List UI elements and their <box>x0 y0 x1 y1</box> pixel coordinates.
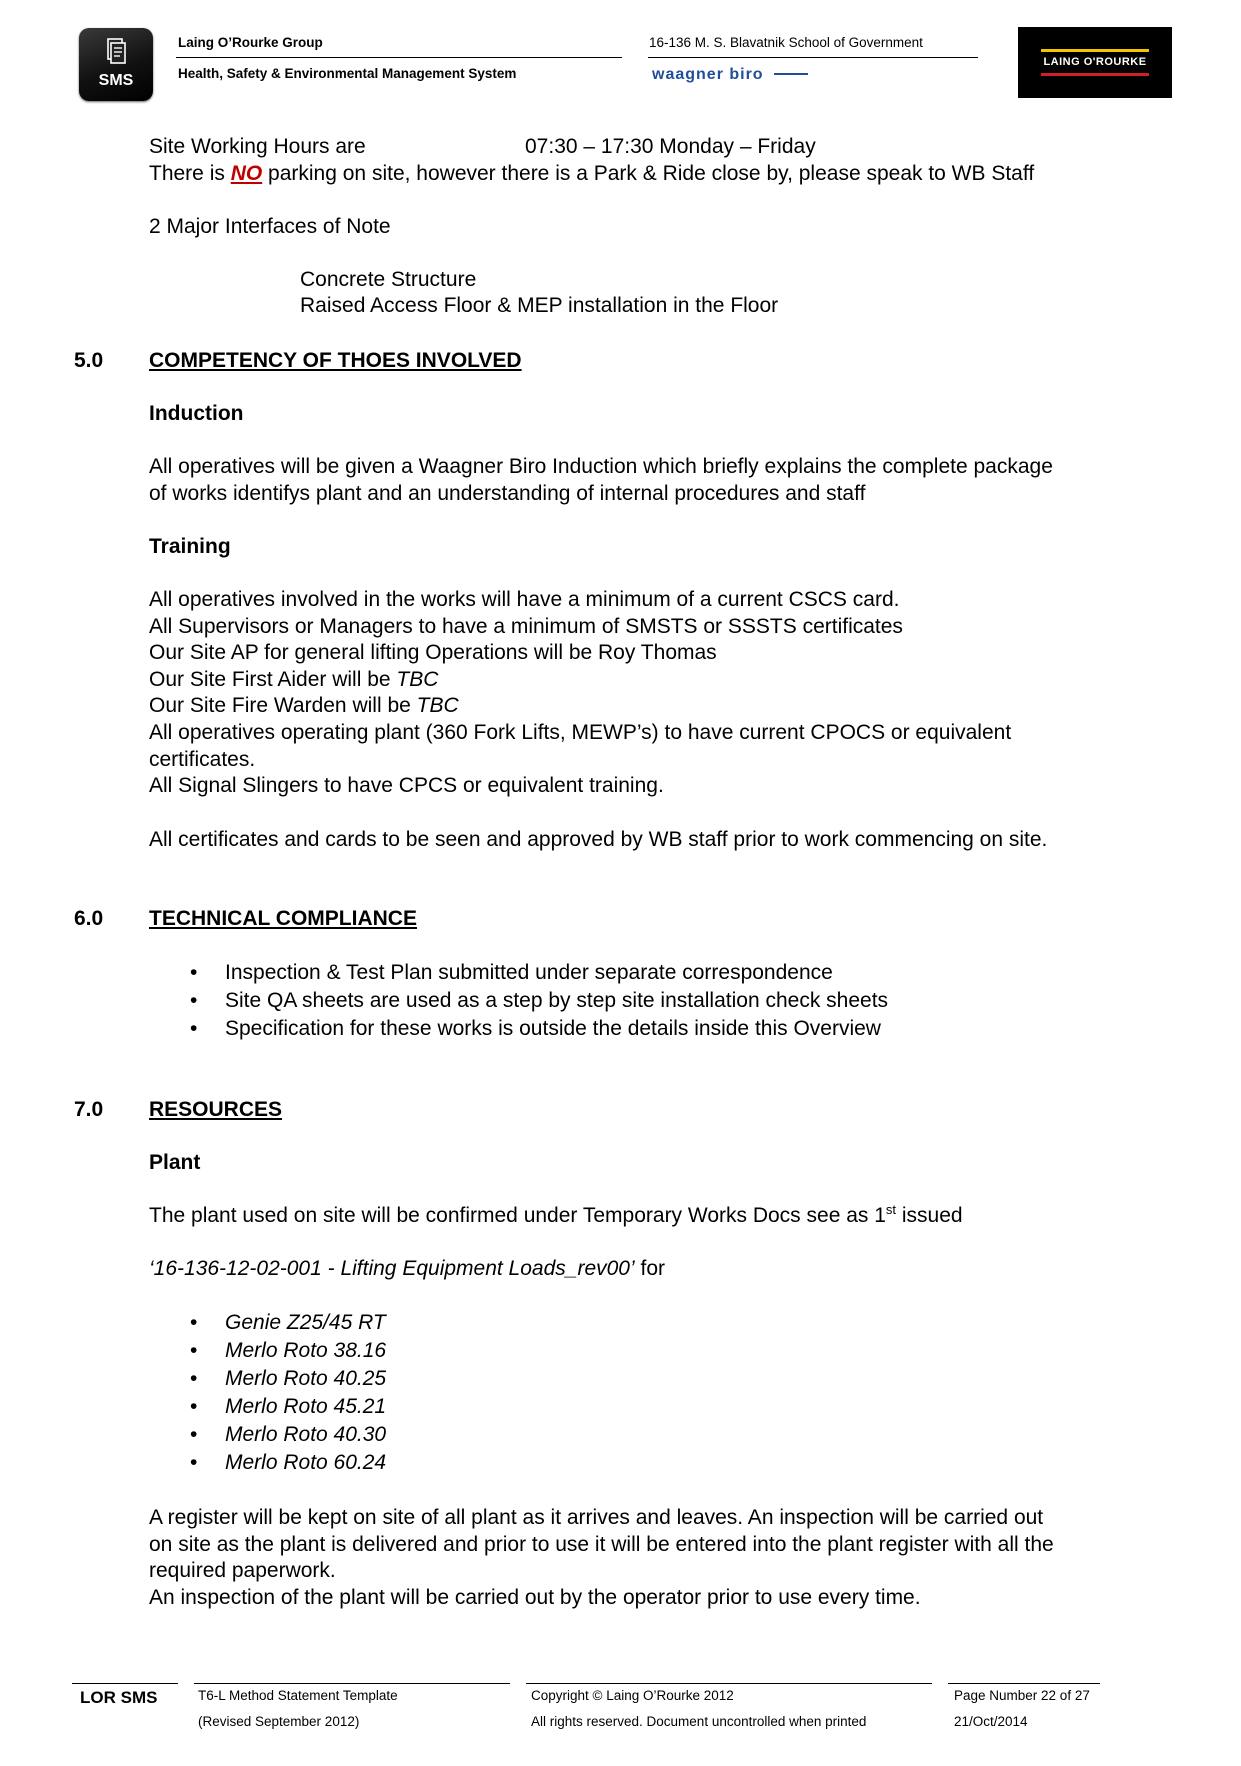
footer-template-name: T6-L Method Statement Template <box>198 1688 398 1703</box>
bullet-icon: • <box>190 1017 198 1040</box>
fire-warden-label: Our Site Fire Warden will be <box>149 694 417 717</box>
parking-no: NO <box>230 162 263 185</box>
footer-divider <box>72 1683 178 1684</box>
bullet-icon: • <box>190 989 198 1012</box>
header-project-name: 16-136 M. S. Blavatnik School of Government <box>649 35 923 50</box>
training-line: All Supervisors or Managers to have a minimum of SMSTS or SSSTS certificates <box>149 615 903 638</box>
logo-yellow-bar <box>1041 49 1149 52</box>
fire-warden-line <box>149 693 459 719</box>
interface-item: Concrete Structure <box>300 268 477 291</box>
footer-lor-sms: LOR SMS <box>80 1688 158 1707</box>
parking-post: parking on site, however there is a Park & Ride close by, please speak to WB Staff <box>262 162 1035 185</box>
header-group-name: Laing O’Rourke Group <box>178 35 323 50</box>
parking-note <box>149 161 1034 187</box>
sms-logo <box>79 28 153 101</box>
plant-intro-text: The plant used on site will be confirmed under Temporary Works Docs see as 1 <box>149 1204 886 1227</box>
header-divider-right <box>648 57 978 58</box>
doc-reference-line <box>149 1256 665 1282</box>
section-5-number: 5.0 <box>74 349 104 372</box>
bullet-icon: • <box>190 1367 198 1390</box>
section-7-number: 7.0 <box>74 1098 104 1121</box>
parking-pre: There is <box>149 162 231 185</box>
sms-logo-text: SMS <box>98 72 134 89</box>
section-7-title: RESOURCES <box>149 1098 283 1121</box>
footer-copyright: Copyright © Laing O’Rourke 2012 <box>531 1688 734 1703</box>
bullet-icon: • <box>190 1423 198 1446</box>
fire-warden-value: TBC <box>416 694 459 717</box>
plant-item: Merlo Roto 38.16 <box>225 1339 387 1362</box>
training-line: certificates. <box>149 748 256 771</box>
register-text: required paperwork. <box>149 1559 336 1582</box>
plant-intro <box>149 1203 963 1229</box>
first-aider-label: Our Site First Aider will be <box>149 668 397 691</box>
section-6-title: TECHNICAL COMPLIANCE <box>149 907 417 930</box>
induction-heading: Induction <box>149 402 244 425</box>
plant-intro-superscript: st <box>885 1202 897 1217</box>
footer-rights: All rights reserved. Document uncontrolled when printed <box>531 1714 867 1729</box>
bullet-icon: • <box>190 961 198 984</box>
footer-date: 21/Oct/2014 <box>954 1714 1028 1729</box>
induction-text: All operatives will be given a Waagner Biro Induction which briefly explains the complete package <box>149 455 1053 478</box>
footer-divider <box>948 1683 1100 1684</box>
section-6-number: 6.0 <box>74 907 104 930</box>
plant-item: Merlo Roto 40.30 <box>225 1423 387 1446</box>
induction-text: of works identifys plant and an understanding of internal procedures and staff <box>149 482 866 505</box>
waagner-biro-logo <box>650 64 810 84</box>
laing-orourke-logo-text: LAING O'ROURKE <box>1043 56 1147 68</box>
training-line: All operatives involved in the works will have a minimum of a current CSCS card. <box>149 588 900 611</box>
first-aider-value: TBC <box>396 668 439 691</box>
training-line: All operatives operating plant (360 Fork Lifts, MEWP’s) to have current CPOCS or equivalent <box>149 721 1012 744</box>
register-text: An inspection of the plant will be carried out by the operator prior to use every time. <box>149 1586 921 1609</box>
plant-heading: Plant <box>149 1151 201 1174</box>
register-text: A register will be kept on site of all plant as it arrives and leaves. An inspection will be carried out <box>149 1506 1044 1529</box>
header-divider-left <box>176 57 622 58</box>
plant-item: Genie Z25/45 RT <box>225 1311 386 1334</box>
section-5-title: COMPETENCY OF THOES INVOLVED <box>149 349 522 372</box>
bullet-icon: • <box>190 1451 198 1474</box>
compliance-item: Inspection & Test Plan submitted under separate correspondence <box>225 961 833 984</box>
footer-divider <box>526 1683 932 1684</box>
plant-item: Merlo Roto 60.24 <box>225 1451 387 1474</box>
logo-red-bar <box>1041 73 1149 76</box>
register-text: on site as the plant is delivered and prior to use it will be entered into the plant register with all the <box>149 1533 1054 1556</box>
training-heading: Training <box>149 535 231 558</box>
bullet-icon: • <box>190 1339 198 1362</box>
training-line: All Signal Slingers to have CPCS or equivalent training. <box>149 774 664 797</box>
bullet-icon: • <box>190 1395 198 1418</box>
waagner-biro-logo-text: waagner biro <box>652 66 764 83</box>
interface-item: Raised Access Floor & MEP installation in the Floor <box>300 294 779 317</box>
certificates-note: All certificates and cards to be seen and approved by WB staff prior to work commencing on site. <box>149 828 1048 851</box>
first-aider-line <box>149 667 438 693</box>
plant-item: Merlo Roto 40.25 <box>225 1367 387 1390</box>
compliance-item: Site QA sheets are used as a step by step site installation check sheets <box>225 989 889 1012</box>
training-line: Our Site AP for general lifting Operations will be Roy Thomas <box>149 641 717 664</box>
footer-template-revised: (Revised September 2012) <box>198 1714 360 1729</box>
doc-reference-tail: for <box>634 1257 665 1280</box>
site-hours-value: 07:30 – 17:30 Monday – Friday <box>525 135 816 158</box>
compliance-item: Specification for these works is outside the details inside this Overview <box>225 1017 881 1040</box>
document-icon <box>105 38 127 66</box>
footer-page-number: Page Number 22 of 27 <box>954 1688 1090 1703</box>
site-hours-label: Site Working Hours are <box>149 135 366 158</box>
plant-intro-tail: issued <box>896 1204 963 1227</box>
interfaces-title: 2 Major Interfaces of Note <box>149 215 391 238</box>
laing-orourke-logo <box>1018 27 1172 98</box>
header-system-name: Health, Safety & Environmental Management System <box>178 66 517 81</box>
footer-divider <box>194 1683 510 1684</box>
plant-item: Merlo Roto 45.21 <box>225 1395 387 1418</box>
bullet-icon: • <box>190 1311 198 1334</box>
doc-reference: ‘16-136-12-02-001 - Lifting Equipment Loads_rev00’ <box>149 1257 635 1280</box>
